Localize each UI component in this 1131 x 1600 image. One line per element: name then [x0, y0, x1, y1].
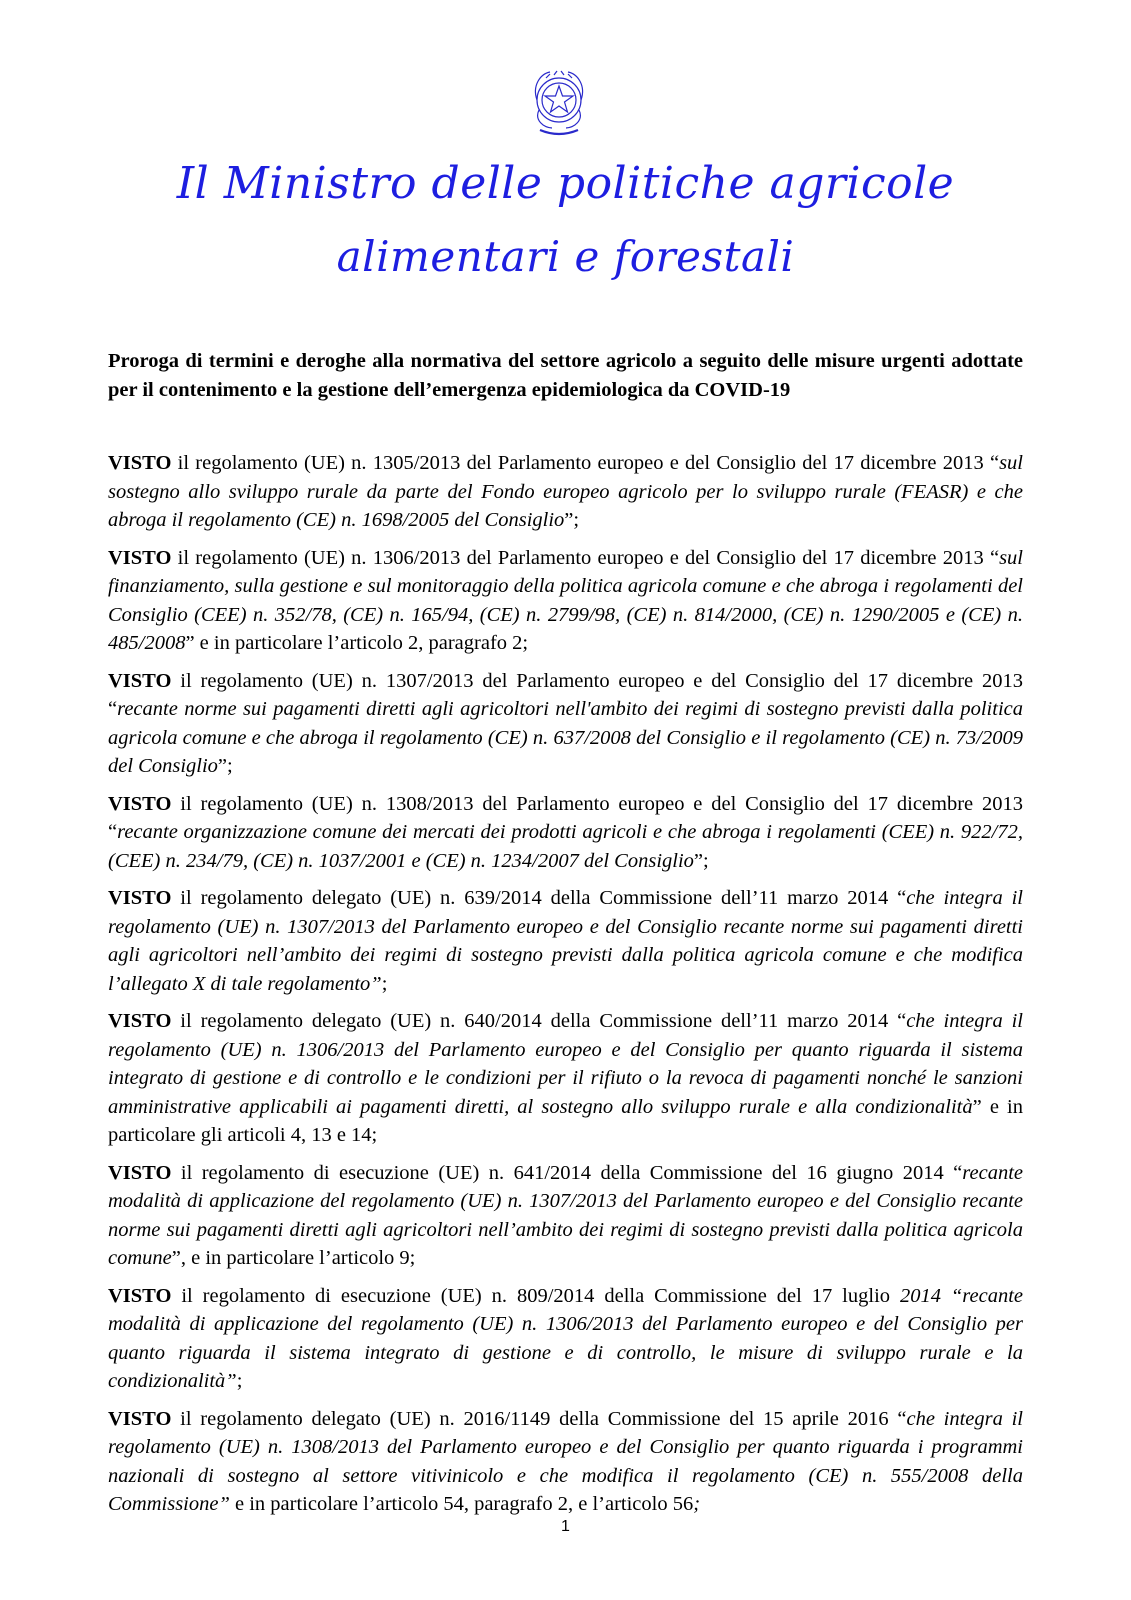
paragraph-text: il regolamento (UE) n. 1305/2013 del Parlamento europeo e del Consiglio del 17 dicembre 2013 “	[171, 452, 1000, 474]
paragraph-lead: VISTO	[108, 1407, 172, 1430]
paragraph-lead: VISTO	[108, 669, 172, 692]
regulation-title: 2014 “recante modalità di applicazione del regolamento (UE) n. 1306/2013 del Parlamento europeo e del Consiglio per quanto riguarda il sistema integrato di gestione e di controllo, le misure di sviluppo rurale e la condizionalità”	[108, 1284, 1023, 1392]
visto-paragraph	[108, 544, 1023, 658]
paragraph-text: ;	[236, 1370, 243, 1392]
paragraph-text: ”;	[564, 509, 580, 531]
page-number: 1	[561, 1518, 570, 1535]
paragraph-text: ” e in particolare gli articoli 4, 13 e 14;	[108, 1095, 1023, 1146]
paragraph-text: il regolamento di esecuzione (UE) n. 641/2014 della Commissione del 16 giugno 2014 “	[171, 1161, 963, 1184]
paragraph-text: ”;	[693, 849, 709, 872]
paragraph-text: il regolamento di esecuzione (UE) n. 809/2014 della Commissione del 17 luglio	[171, 1284, 900, 1307]
paragraph-text: il regolamento (UE) n. 1308/2013 del Parlamento europeo e del Consiglio del 17 dicembre 2013 “	[108, 792, 1023, 843]
visto-paragraph	[108, 1007, 1023, 1150]
ministry-heading-line-1: Il Ministro delle politiche agricole	[176, 158, 955, 209]
paragraph-text: ” e in particolare l’articolo 2, paragrafo 2;	[185, 632, 529, 654]
paragraph-lead: VISTO	[108, 792, 172, 815]
regulation-title: che integra il regolamento (UE) n. 1308/2013 del Parlamento europeo e del Consiglio per quanto riguarda i programmi nazionali di sostegno al settore vitivinicolo e che modifica il regolamento (CE) n. 555/2008 della Commissione”	[108, 1407, 1023, 1515]
regulation-title: recante organizzazione comune dei mercati dei prodotti agricoli e che abroga i regolamenti (CEE) n. 922/72, (CEE) n. 234/79, (CE) n. 1037/2001 e (CE) n. 1234/2007 del Consiglio	[108, 821, 1023, 872]
paragraph-text: il regolamento (UE) n. 1307/2013 del Parlamento europeo e del Consiglio del 17 dicembre 2013 “	[108, 669, 1023, 720]
visto-paragraph	[108, 1405, 1023, 1519]
paragraph-text: e in particolare l’articolo 54, paragrafo 2, e l’articolo 56	[229, 1493, 694, 1515]
regulation-title: sul finanziamento, sulla gestione e sul monitoraggio della politica agricola comune e che abroga i regolamenti del Consiglio (CEE) n. 352/78, (CE) n. 165/94, (CE) n. 2799/98, (CE) n. 814/2000, (CE) n. 1290/2005 e (CE) n. 485/2008	[108, 546, 1023, 654]
paragraph-lead: VISTO	[108, 452, 172, 474]
visto-paragraph	[108, 1159, 1023, 1273]
paragraph-text: ;	[693, 1493, 701, 1515]
paragraph-lead: VISTO	[108, 1284, 172, 1307]
paragraph-text: ;	[381, 972, 388, 995]
visto-paragraph	[108, 667, 1023, 781]
regulation-title: recante norme sui pagamenti diretti agli agricoltori nell'ambito dei regimi di sostegno previsti dalla politica agricola comune e che abroga il regolamento (CE) n. 637/2008 del Consiglio e il regolamento (CE) n. 73/2009 del Consiglio	[108, 698, 1023, 777]
paragraph-lead: VISTO	[108, 887, 172, 909]
visto-paragraph	[108, 449, 1023, 535]
visto-paragraph	[108, 1282, 1023, 1396]
paragraph-text: ”, e in particolare l’articolo 9;	[171, 1247, 416, 1269]
paragraph-text: il regolamento delegato (UE) n. 2016/1149 della Commissione del 15 aprile 2016 “	[171, 1407, 907, 1430]
visto-paragraph	[108, 884, 1023, 998]
visto-paragraph	[108, 790, 1023, 876]
regulation-title: che integra il regolamento (UE) n. 1307/2013 del Parlamento europeo e del Consiglio recante norme sui pagamenti diretti agli agricoltori nell’ambito dei regimi di sostegno previsti dalla politica agricola comune e che modifica l’allegato X di tale regolamento”	[108, 887, 1023, 995]
paragraph-lead: VISTO	[108, 546, 172, 569]
document-body	[108, 449, 1023, 1528]
regulation-title: sul sostegno allo sviluppo rurale da parte del Fondo europeo agricolo per lo sviluppo rurale (FEASR) e che abroga il regolamento (CE) n. 1698/2005 del Consiglio	[108, 452, 1023, 531]
regulation-title: recante modalità di applicazione del regolamento (UE) n. 1307/2013 del Parlamento europeo e del Consiglio recante norme sui pagamenti diretti agli agricoltori nell’ambito dei regimi di sostegno previsti dalla politica agricola comune	[108, 1161, 1023, 1269]
document-title: Proroga di termini e deroghe alla normativa del settore agricolo a seguito delle misure urgenti adottate per il contenimento e la gestione dell’emergenza epidemiologica da COVID-19	[108, 350, 1023, 401]
paragraph-text: il regolamento delegato (UE) n. 640/2014 della Commissione dell’11 marzo 2014 “	[171, 1010, 907, 1032]
paragraph-lead: VISTO	[108, 1010, 172, 1032]
paragraph-text: il regolamento delegato (UE) n. 639/2014 della Commissione dell’11 marzo 2014 “	[171, 887, 907, 909]
paragraph-lead: VISTO	[108, 1161, 172, 1184]
italian-republic-emblem-icon	[526, 66, 592, 138]
regulation-title: che integra il regolamento (UE) n. 1306/2013 del Parlamento europeo e del Consiglio per quanto riguarda il sistema integrato di gestione e di controllo e le condizioni per il rifiuto o la revoca di pagamenti nonché le sanzioni amministrative applicabili ai pagamenti diretti, al sostegno allo sviluppo rurale e alla condizionalità	[108, 1010, 1023, 1118]
paragraph-text: ”;	[217, 755, 233, 777]
paragraph-text: il regolamento (UE) n. 1306/2013 del Parlamento europeo e del Consiglio del 17 dicembre 2013 “	[171, 546, 1000, 569]
ministry-heading-line-2: alimentari e forestali	[336, 232, 795, 281]
